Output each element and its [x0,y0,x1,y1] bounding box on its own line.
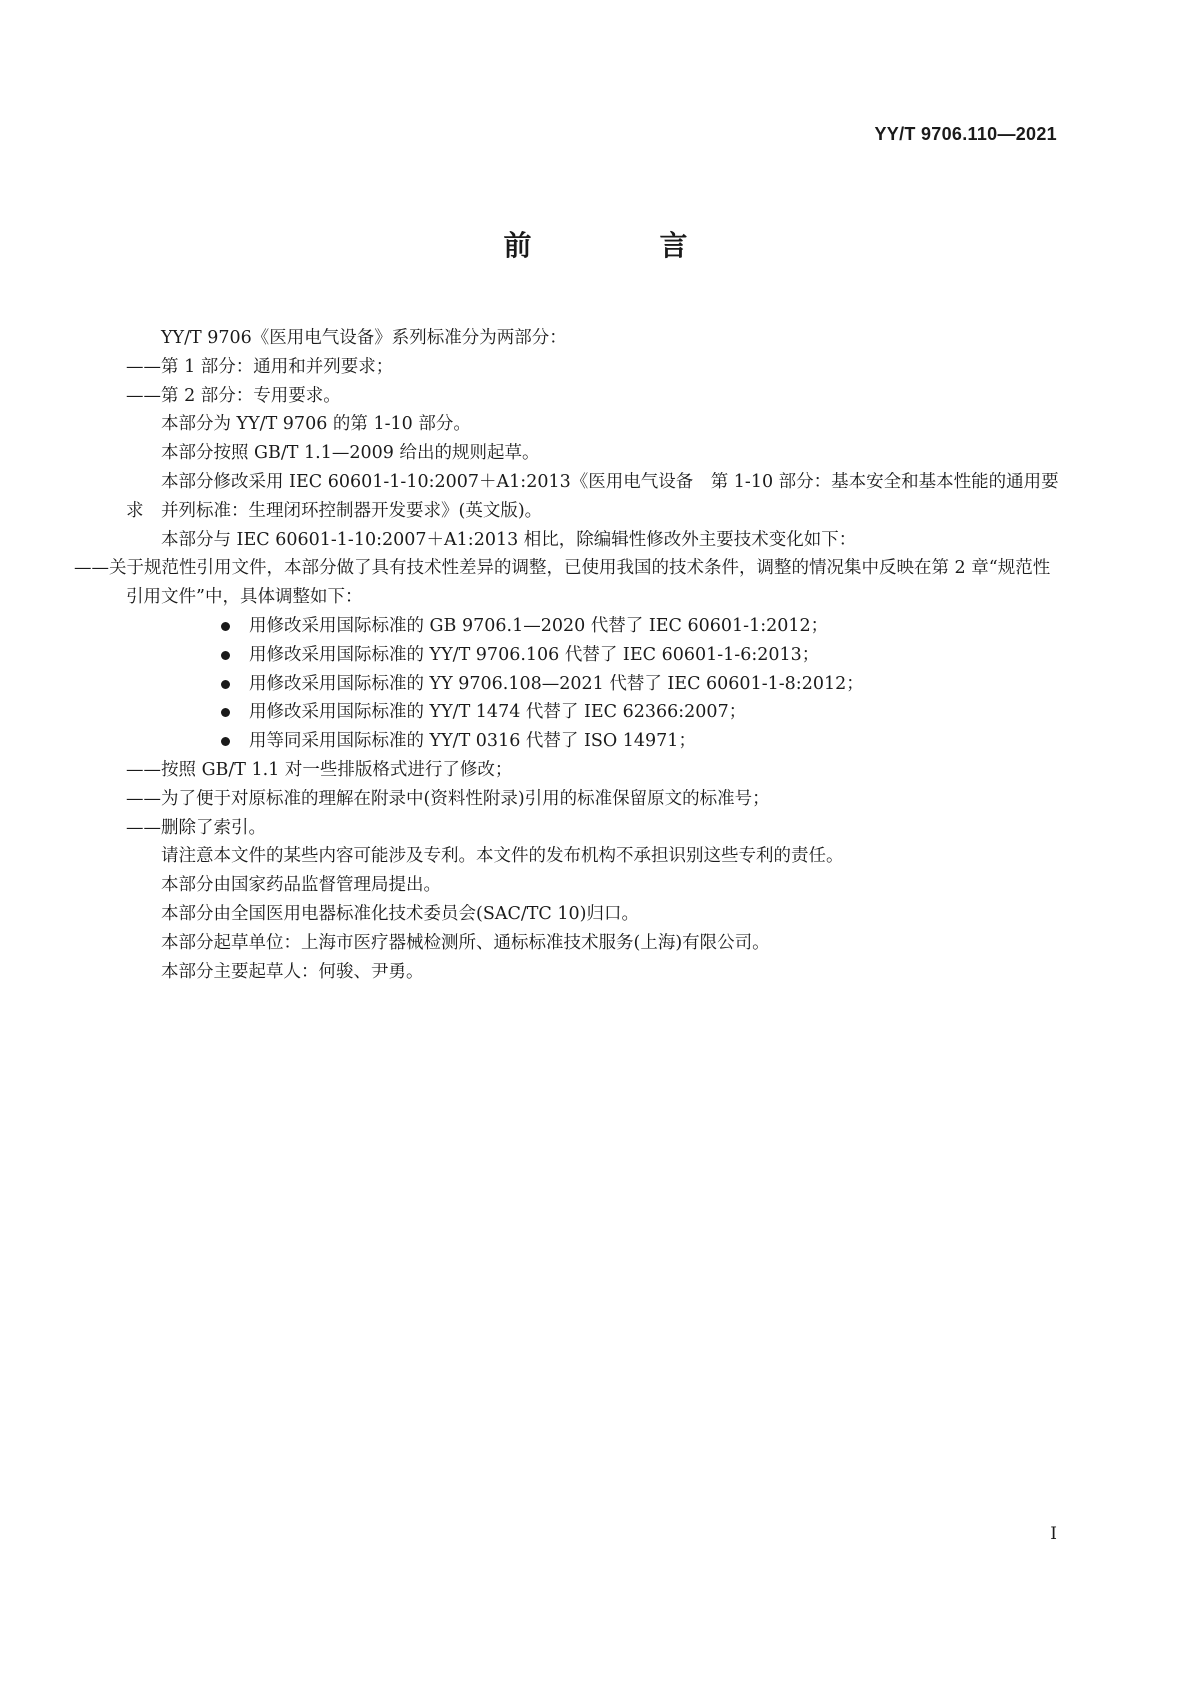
list-item: 用修改采用国际标准的 YY/T 1474 代替了 IEC 62366:2007； [221,698,1060,727]
paragraph-drafting-units: 本部分起草单位：上海市医疗器械检测所、通标标准技术服务(上海)有限公司。 [161,932,770,953]
dash-item-index-removed: ——删除了索引。 [126,817,266,838]
dash-item-normative-references: ——关于规范性引用文件，本部分做了具有技术性差异的调整，已使用我国的技术条件，调整的情况集中反映在第 2 章“规范性引用文件”中，具体调整如下： [74,558,1051,608]
paragraph-changes-intro: 本部分与 IEC 60601-1-10:2007＋A1:2013 相比，除编辑性修改外主要技术变化如下： [161,529,857,550]
paragraph-patent-notice: 请注意本文件的某些内容可能涉及专利。本文件的发布机构不承担识别这些专利的责任。 [161,846,844,867]
paragraph-technical-committee: 本部分由全国医用电器标准化技术委员会(SAC/TC 10)归口。 [161,903,639,924]
list-item: 用修改采用国际标准的 YY 9706.108—2021 代替了 IEC 60601-1-8:2012； [221,670,1060,699]
paragraph-drafting-rules: 本部分按照 GB/T 1.1—2009 给出的规则起草。 [161,443,540,464]
page-number: I [1050,1524,1057,1544]
paragraph-part-scope: 本部分为 YY/T 9706 的第 1-10 部分。 [161,414,471,435]
dash-item-part1: ——第 1 部分：通用和并列要求； [126,356,394,377]
list-item: 用修改采用国际标准的 YY/T 9706.106 代替了 IEC 60601-1-6:2013； [221,641,1060,670]
reference-replacement-list [126,612,1060,756]
foreword-body [74,324,1060,986]
dash-item-format: ——按照 GB/T 1.1 对一些排版格式进行了修改； [126,759,513,780]
dash-item-annex-references: ——为了便于对原标准的理解在附录中(资料性附录)引用的标准保留原文的标准号； [126,788,770,809]
paragraph-proposed-by: 本部分由国家药品监督管理局提出。 [161,875,441,896]
paragraph-series-intro: YY/T 9706《医用电气设备》系列标准分为两部分： [161,328,567,348]
paragraph-adoption: 本部分修改采用 IEC 60601-1-10:2007＋A1:2013《医用电气设备 第 1-10 部分：基本安全和基本性能的通用要求 并列标准：生理闭环控制器开发要求》(英文版)。 [126,471,1059,521]
standard-number: YY/T 9706.110—2021 [874,124,1057,144]
page-title: 前 言 [503,229,738,262]
list-item: 用修改采用国际标准的 GB 9706.1—2020 代替了 IEC 60601-1:2012； [221,612,1060,641]
paragraph-drafters: 本部分主要起草人：何骏、尹勇。 [161,961,424,982]
list-item: 用等同采用国际标准的 YY/T 0316 代替了 ISO 14971； [221,727,1060,756]
dash-item-part2: ——第 2 部分：专用要求。 [126,385,341,406]
